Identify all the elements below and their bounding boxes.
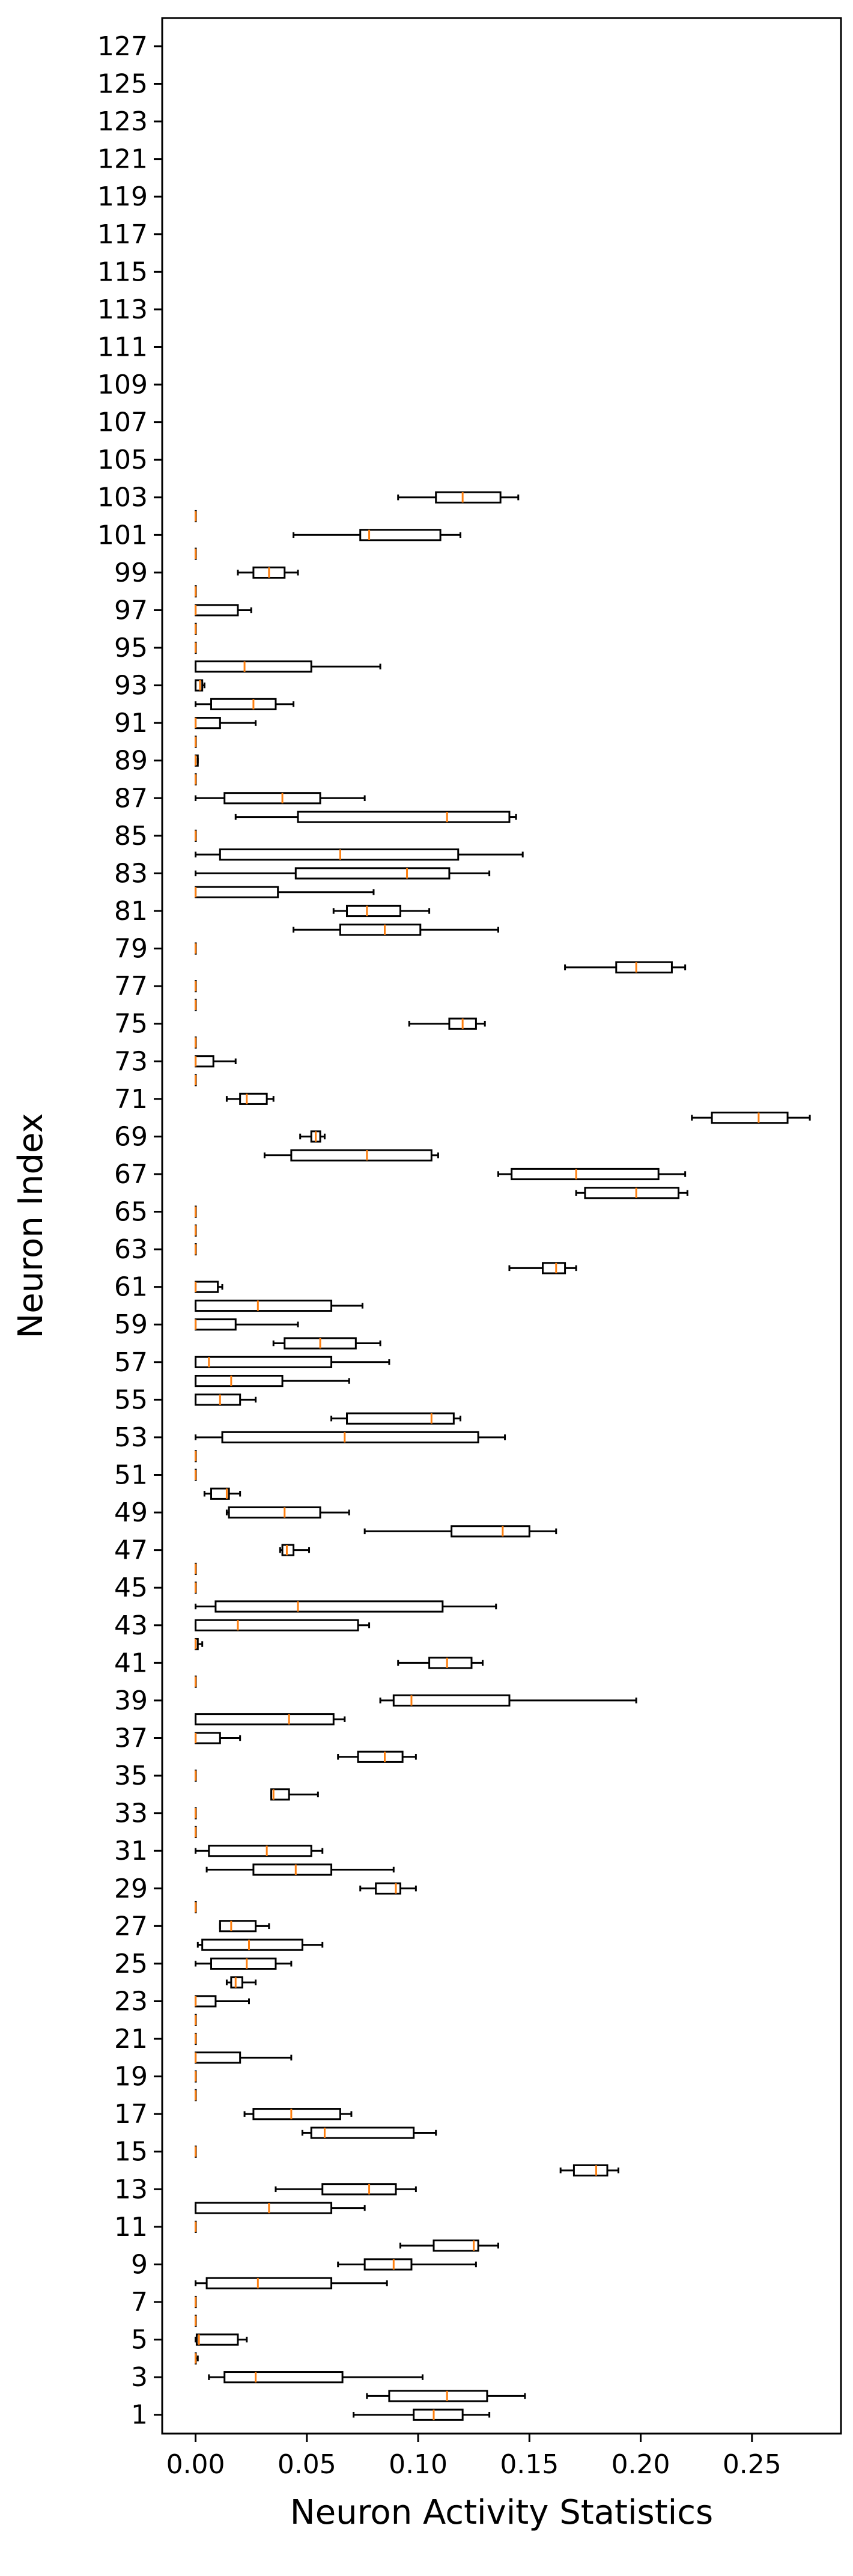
y-tick-label-103: 103: [97, 482, 148, 513]
box-82: [196, 887, 374, 897]
y-axis-title: Neuron Index: [11, 1113, 50, 1339]
y-tick-label-101: 101: [97, 520, 148, 551]
y-tick-label-79: 79: [114, 933, 148, 964]
iqr-box-8: [207, 2278, 331, 2288]
iqr-box-37: [196, 1733, 220, 1743]
y-tick-label-107: 107: [97, 407, 148, 438]
y-tick-label-111: 111: [97, 332, 148, 363]
y-tick-label-119: 119: [97, 181, 148, 213]
x-tick-label-5: 0.25: [722, 2449, 782, 2480]
y-tick-label-47: 47: [114, 1535, 148, 1566]
y-tick-label-117: 117: [97, 219, 148, 250]
iqr-box-47: [282, 1545, 294, 1555]
y-tick-label-93: 93: [114, 670, 148, 701]
y-tick-label-83: 83: [114, 858, 148, 889]
y-tick-label-1: 1: [131, 2399, 148, 2431]
y-tick-label-9: 9: [131, 2249, 148, 2280]
iqr-box-41: [430, 1658, 472, 1668]
box-60: [196, 1300, 363, 1311]
y-tick-label-29: 29: [114, 1873, 148, 1904]
box-91: [196, 718, 256, 728]
iqr-box-92: [211, 699, 276, 709]
box-80: [294, 925, 499, 935]
box-59: [196, 1320, 298, 1330]
y-tick-label-19: 19: [114, 2061, 148, 2092]
box-69: [300, 1131, 325, 1142]
iqr-box-83: [296, 868, 449, 878]
box-42: [196, 1639, 202, 1649]
iqr-box-27: [220, 1921, 255, 1931]
y-tick-label-69: 69: [114, 1121, 148, 1153]
iqr-box-5: [196, 2334, 238, 2345]
box-71: [226, 1094, 273, 1104]
iqr-box-68: [291, 1150, 431, 1160]
iqr-box-86: [298, 812, 509, 822]
y-tick-label-121: 121: [97, 144, 148, 175]
iqr-box-49: [229, 1507, 320, 1517]
y-axis: [97, 31, 162, 2431]
y-tick-label-55: 55: [114, 1384, 148, 1416]
x-tick-label-3: 0.15: [500, 2449, 559, 2480]
y-tick-label-25: 25: [114, 1948, 148, 1979]
y-tick-label-75: 75: [114, 1008, 148, 1040]
y-tick-label-115: 115: [97, 257, 148, 288]
y-tick-label-37: 37: [114, 1723, 148, 1754]
y-tick-label-81: 81: [114, 895, 148, 927]
box-3: [209, 2372, 423, 2383]
iqr-box-12: [196, 2203, 332, 2213]
box-78: [565, 962, 685, 972]
iqr-box-13: [323, 2184, 396, 2194]
iqr-box-81: [347, 906, 401, 916]
y-tick-label-73: 73: [114, 1046, 148, 1077]
box-62: [509, 1263, 576, 1273]
iqr-box-9: [365, 2259, 411, 2270]
y-tick-label-95: 95: [114, 633, 148, 664]
y-tick-label-123: 123: [97, 106, 148, 138]
y-tick-label-63: 63: [114, 1234, 148, 1265]
box-44: [196, 1601, 496, 1612]
y-tick-label-65: 65: [114, 1196, 148, 1228]
y-tick-label-87: 87: [114, 783, 148, 814]
box-49: [226, 1507, 349, 1517]
box-94: [196, 662, 381, 672]
y-tick-label-99: 99: [114, 557, 148, 588]
iqr-box-94: [196, 662, 312, 672]
box-92: [196, 699, 294, 709]
y-tick-label-17: 17: [114, 2099, 148, 2130]
box-68: [264, 1150, 438, 1160]
y-tick-label-105: 105: [97, 445, 148, 476]
box-70: [692, 1113, 810, 1123]
y-tick-label-97: 97: [114, 595, 148, 626]
x-axis-title: Neuron Activity Statistics: [290, 2493, 714, 2532]
box-86: [235, 812, 516, 822]
box-27: [220, 1921, 269, 1931]
box-58: [273, 1338, 380, 1348]
iqr-box-43: [196, 1620, 358, 1630]
box-99: [238, 567, 298, 577]
iqr-box-30: [253, 1865, 332, 1875]
box-84: [196, 850, 523, 860]
box-25: [196, 1958, 291, 1969]
iqr-box-10: [434, 2241, 478, 2251]
iqr-box-87: [225, 793, 320, 803]
box-31: [196, 1846, 323, 1856]
iqr-box-55: [196, 1395, 240, 1405]
box-57: [196, 1357, 389, 1367]
iqr-box-70: [712, 1113, 788, 1123]
box-2: [367, 2391, 525, 2401]
iqr-box-71: [240, 1094, 267, 1104]
plot-frame: [162, 18, 841, 2434]
box-37: [196, 1733, 240, 1743]
iqr-box-73: [196, 1056, 214, 1067]
y-tick-label-23: 23: [114, 1986, 148, 2017]
y-tick-label-43: 43: [114, 1610, 148, 1641]
box-17: [244, 2109, 351, 2119]
iqr-box-101: [360, 530, 440, 540]
box-4: [196, 2353, 198, 2363]
iqr-box-84: [220, 850, 458, 860]
iqr-box-17: [253, 2109, 340, 2119]
y-tick-label-59: 59: [114, 1309, 148, 1341]
box-10: [400, 2241, 498, 2251]
box-12: [196, 2203, 365, 2213]
iqr-box-14: [574, 2165, 607, 2175]
box-83: [196, 868, 490, 878]
box-55: [196, 1395, 256, 1405]
iqr-box-56: [196, 1375, 282, 1386]
iqr-box-20: [196, 2053, 240, 2063]
iqr-box-3: [225, 2372, 342, 2383]
y-tick-label-33: 33: [114, 1798, 148, 1829]
box-66: [576, 1188, 687, 1198]
y-tick-label-57: 57: [114, 1347, 148, 1378]
box-56: [196, 1375, 350, 1386]
iqr-box-1: [414, 2410, 463, 2420]
y-tick-label-7: 7: [131, 2287, 148, 2318]
box-48: [365, 1526, 556, 1536]
x-tick-label-0: 0.00: [166, 2449, 225, 2480]
y-tick-label-127: 127: [97, 31, 148, 62]
box-67: [498, 1169, 685, 1179]
iqr-box-44: [216, 1601, 443, 1612]
box-47: [280, 1545, 309, 1555]
box-89: [196, 755, 198, 766]
y-tick-label-91: 91: [114, 708, 148, 739]
y-tick-label-21: 21: [114, 2024, 148, 2055]
iqr-box-31: [209, 1846, 311, 1856]
iqr-box-36: [358, 1752, 402, 1762]
iqr-box-38: [196, 1714, 334, 1725]
y-tick-label-51: 51: [114, 1460, 148, 1491]
y-tick-label-89: 89: [114, 745, 148, 776]
iqr-box-48: [452, 1526, 530, 1536]
iqr-box-103: [436, 492, 500, 502]
iqr-box-23: [196, 1996, 216, 2006]
box-43: [196, 1620, 369, 1630]
box-13: [276, 2184, 416, 2194]
iqr-box-61: [196, 1282, 218, 1292]
iqr-box-60: [196, 1300, 332, 1311]
y-tick-label-41: 41: [114, 1648, 148, 1679]
iqr-box-57: [196, 1357, 332, 1367]
iqr-box-53: [222, 1432, 478, 1442]
box-75: [409, 1019, 485, 1029]
x-tick-label-1: 0.05: [277, 2449, 336, 2480]
y-tick-label-3: 3: [131, 2362, 148, 2393]
box-24: [226, 1978, 255, 1988]
y-tick-label-125: 125: [97, 69, 148, 100]
box-1: [354, 2410, 490, 2420]
y-tick-label-13: 13: [114, 2174, 148, 2205]
y-tick-label-5: 5: [131, 2324, 148, 2355]
box-39: [380, 1695, 636, 1705]
y-tick-label-11: 11: [114, 2211, 148, 2243]
y-tick-label-27: 27: [114, 1911, 148, 1942]
iqr-box-82: [196, 887, 278, 897]
iqr-box-91: [196, 718, 220, 728]
y-tick-label-45: 45: [114, 1573, 148, 1604]
y-tick-label-61: 61: [114, 1271, 148, 1303]
y-tick-label-15: 15: [114, 2136, 148, 2167]
iqr-box-54: [347, 1413, 454, 1423]
iqr-box-67: [512, 1169, 659, 1179]
iqr-box-78: [616, 962, 672, 972]
iqr-box-24: [231, 1978, 243, 1988]
box-41: [398, 1658, 483, 1668]
box-61: [196, 1282, 222, 1292]
iqr-box-26: [202, 1940, 303, 1950]
y-tick-label-35: 35: [114, 1761, 148, 1792]
y-tick-label-39: 39: [114, 1685, 148, 1716]
iqr-box-25: [211, 1958, 276, 1969]
box-101: [294, 530, 461, 540]
box-9: [338, 2259, 476, 2270]
box-29: [360, 1883, 416, 1893]
iqr-box-93: [196, 680, 202, 690]
iqr-box-97: [196, 605, 238, 615]
y-tick-label-71: 71: [114, 1083, 148, 1115]
iqr-box-2: [389, 2391, 487, 2401]
iqr-box-16: [311, 2128, 413, 2138]
y-tick-label-109: 109: [97, 370, 148, 401]
box-53: [196, 1432, 505, 1442]
x-tick-label-4: 0.20: [611, 2449, 670, 2480]
box-50: [204, 1488, 240, 1499]
box-20: [196, 2053, 291, 2063]
box-87: [196, 793, 365, 803]
iqr-box-80: [340, 925, 420, 935]
y-tick-label-113: 113: [97, 294, 148, 325]
box-34: [272, 1789, 318, 1800]
x-tick-label-2: 0.10: [389, 2449, 448, 2480]
box-38: [196, 1714, 345, 1725]
boxes-layer: [196, 492, 810, 2420]
x-axis: [166, 2434, 782, 2480]
iqr-box-66: [585, 1188, 679, 1198]
box-36: [338, 1752, 416, 1762]
box-14: [560, 2165, 618, 2175]
iqr-box-62: [543, 1263, 565, 1273]
y-tick-label-53: 53: [114, 1422, 148, 1453]
y-tick-label-77: 77: [114, 971, 148, 1002]
box-23: [196, 1996, 249, 2006]
box-97: [196, 605, 252, 615]
y-tick-label-85: 85: [114, 820, 148, 851]
box-73: [196, 1056, 236, 1067]
y-tick-label-67: 67: [114, 1159, 148, 1190]
box-5: [196, 2334, 247, 2345]
box-103: [398, 492, 518, 502]
box-16: [302, 2128, 436, 2138]
box-26: [198, 1940, 322, 1950]
box-8: [196, 2278, 387, 2288]
box-81: [333, 906, 429, 916]
box-93: [196, 680, 205, 690]
iqr-box-59: [196, 1320, 236, 1330]
box-54: [332, 1413, 461, 1423]
y-tick-label-49: 49: [114, 1497, 148, 1529]
box-30: [207, 1865, 393, 1875]
y-tick-label-31: 31: [114, 1836, 148, 1867]
